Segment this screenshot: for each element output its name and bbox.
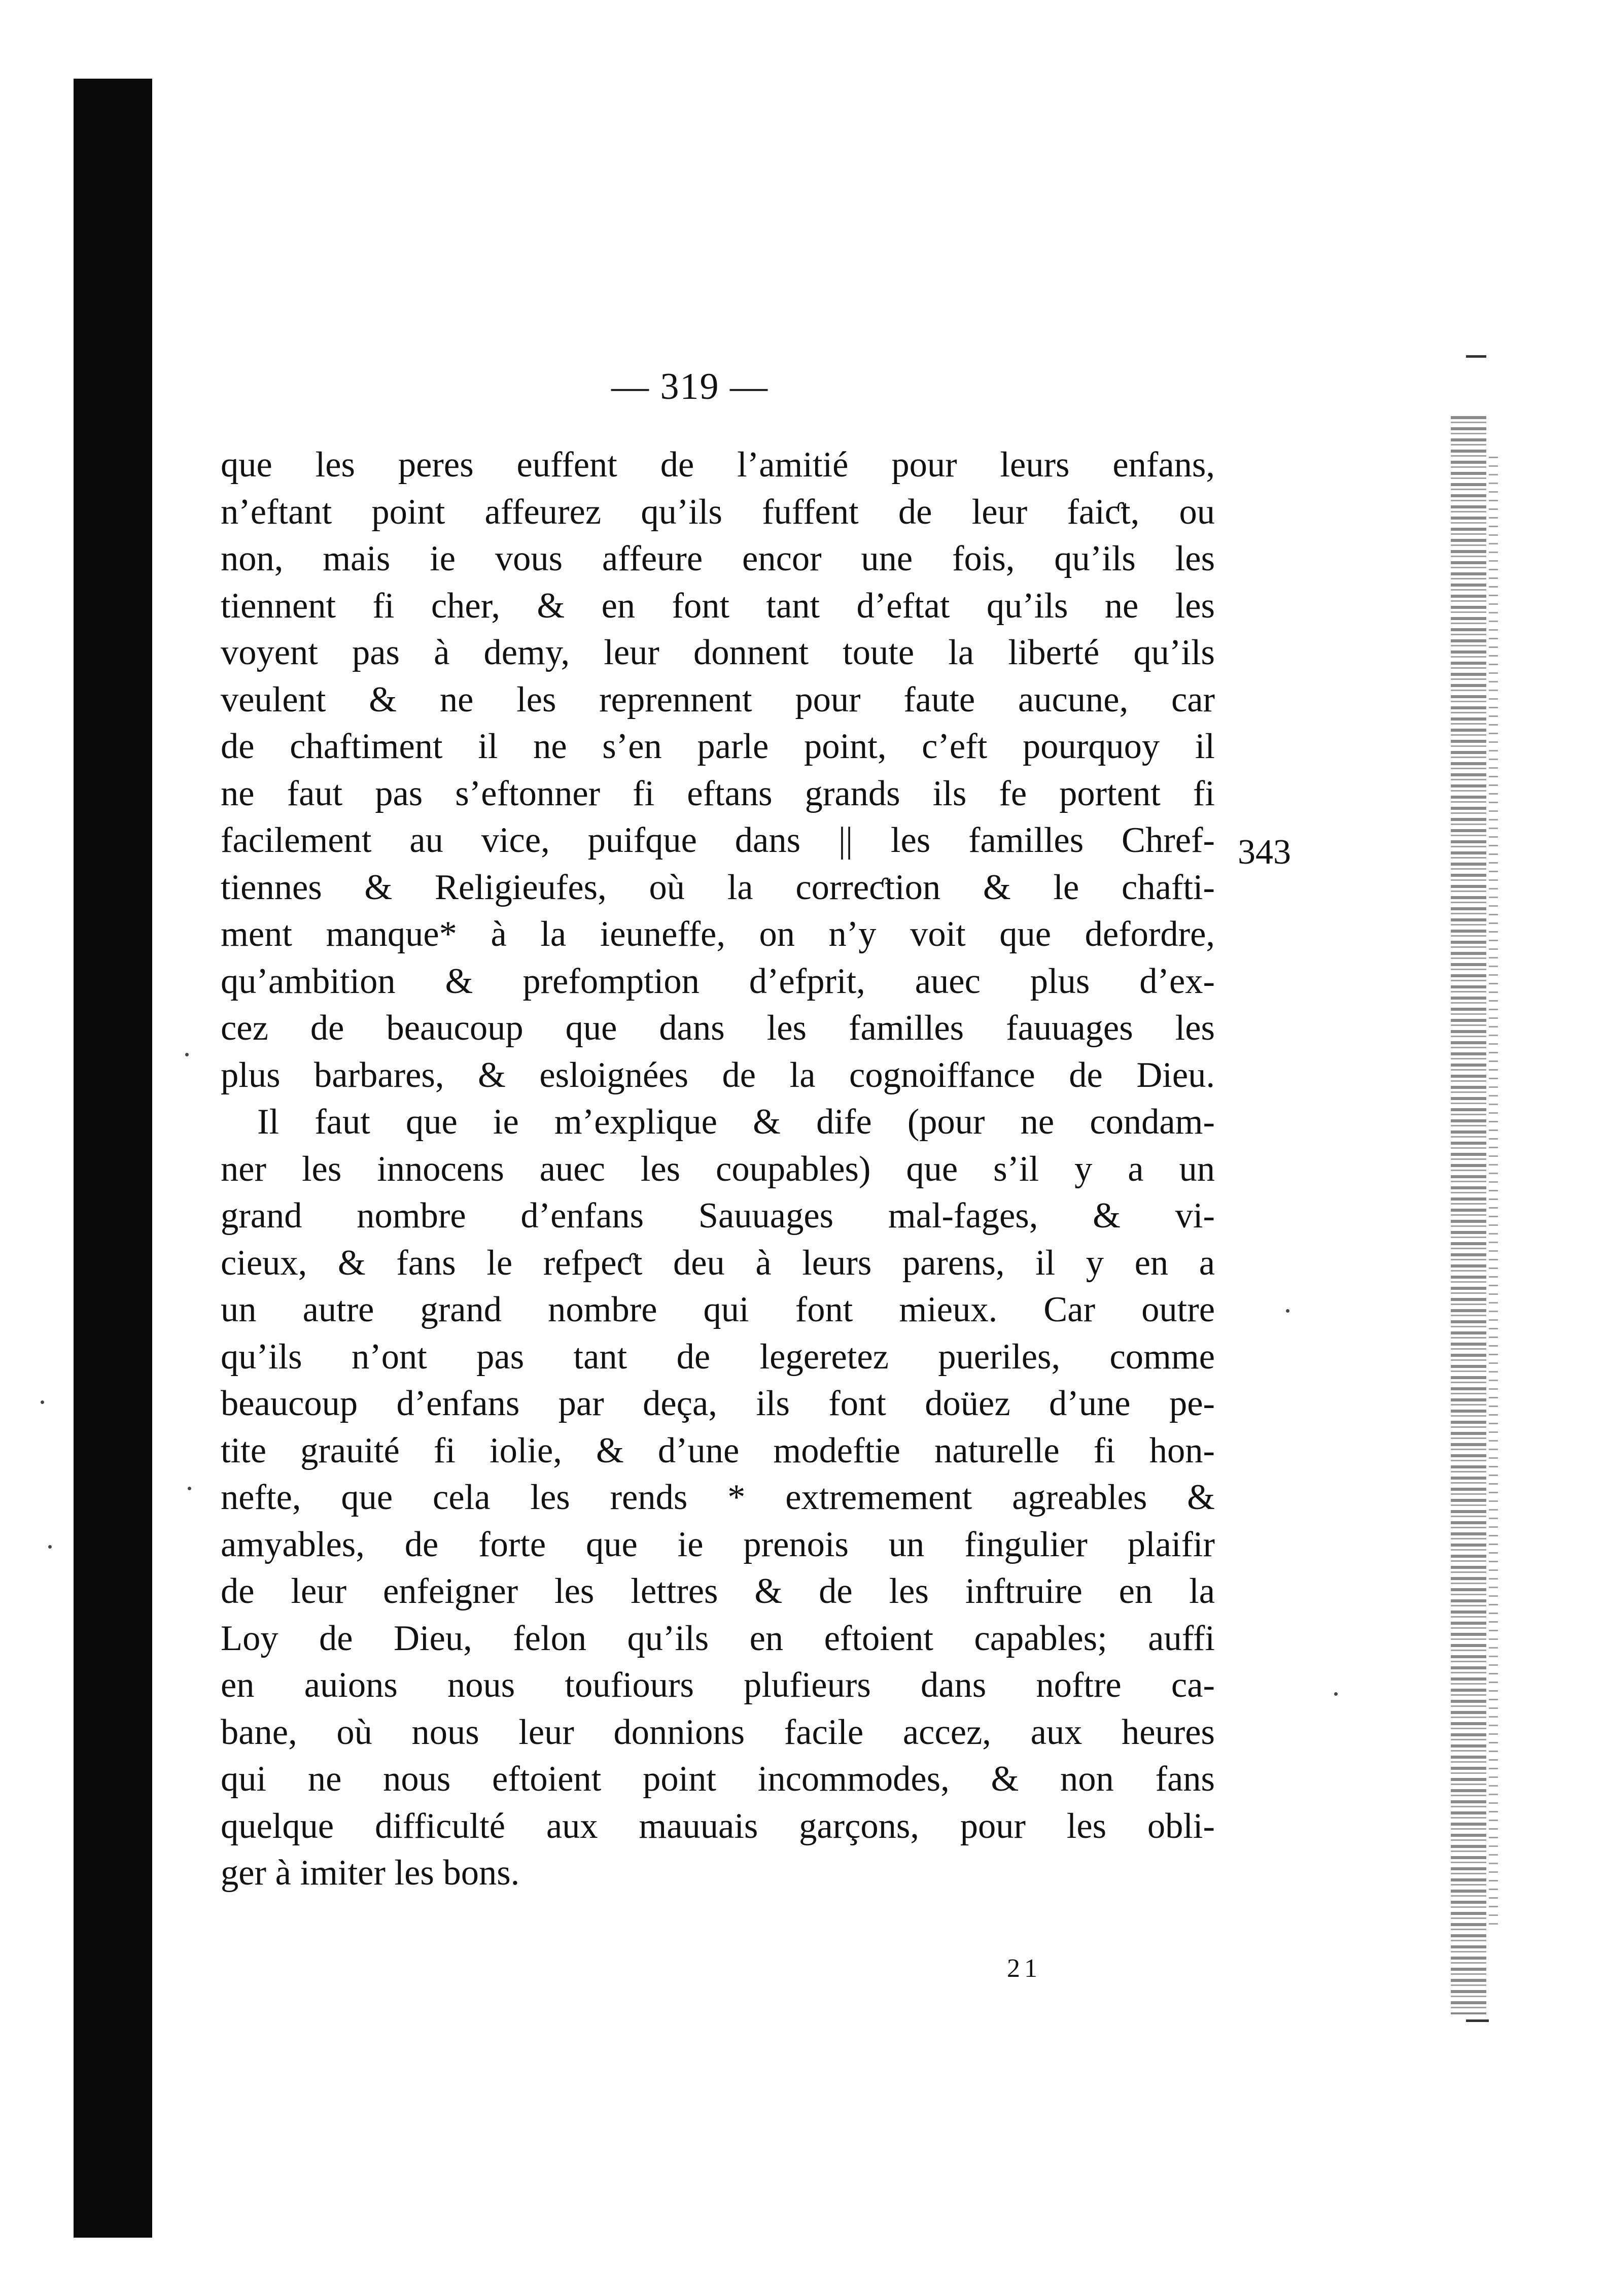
text-line: tite grauité fi iolie, & d’une modeftie naturelle fi hon- (221, 1430, 1215, 1470)
edge-mark (1466, 355, 1486, 358)
text-line: un autre grand nombre qui font mieux. Car outre (221, 1290, 1215, 1329)
text-line: beaucoup d’enfans par deça, ils font doüez d’une pe- (221, 1384, 1215, 1423)
scan-speck (185, 1053, 189, 1056)
text-line: cieux, & fans le refpeƈt deu à leurs parens, il y en a (221, 1243, 1215, 1283)
scan-page-edge-thin (1489, 457, 1498, 1928)
text-line: Loy de Dieu, felon qu’ils en eftoient capables; auffi (221, 1618, 1215, 1658)
text-line: qui ne nous eftoient point incommodes, & non fans (221, 1759, 1215, 1799)
text-line: veulent & ne les reprennent pour faute aucune, car (221, 679, 1215, 719)
scan-page-edge (1451, 416, 1486, 2014)
paragraph-1 (221, 441, 1215, 1099)
scan-speck (41, 1400, 44, 1404)
scan-binding-shadow (74, 79, 152, 2238)
text-line: grand nombre d’enfans Sauuages mal-fages, & vi- (221, 1196, 1215, 1236)
text-line: qu’ils n’ont pas tant de legeretez pueriles, comme (221, 1337, 1215, 1377)
scan-speck (48, 1545, 52, 1549)
edge-mark (1466, 2019, 1489, 2022)
text-line: facilement au vice, puifque dans || les familles Chref- (221, 820, 1215, 860)
text-line: tiennes & Religieufes, où la correƈtion & le chafti- (221, 867, 1215, 907)
text-line: nefte, que cela les rends * extremement agreables & (221, 1478, 1215, 1517)
signature-mark: 21 (1007, 1954, 1041, 1983)
text-line: ger à imiter les bons. (221, 1853, 520, 1893)
text-line: amyables, de forte que ie prenois un fingulier plaifir (221, 1524, 1215, 1564)
text-line: cez de beaucoup que dans les familles fauuages les (221, 1008, 1215, 1048)
scan-speck (1286, 1309, 1289, 1313)
text-line: plus barbares, & esloignées de la cognoiffance de Dieu. (221, 1055, 1215, 1095)
paragraph-2 (221, 1099, 1215, 1897)
text-line: tiennent fi cher, & en font tant d’eftat qu’ils ne les (221, 586, 1215, 626)
page-number-header: — 319 — (611, 366, 769, 407)
scan-speck (1334, 1692, 1338, 1696)
scan-speck (188, 1487, 191, 1490)
text-line: voyent pas à demy, leur donnent toute la liberté qu’ils (221, 633, 1215, 672)
text-line: ne faut pas s’eftonner fi eftans grands ils fe portent fi (221, 773, 1215, 813)
text-line: Il faut que ie m’explique & dife (pour ne condam- (257, 1102, 1215, 1142)
text-line: quelque difficulté aux mauuais garçons, pour les obli- (221, 1806, 1215, 1846)
text-line: en auions nous toufiours plufieurs dans noftre ca- (221, 1665, 1215, 1705)
body-text (221, 441, 1215, 1897)
text-line: que les peres euffent de l’amitié pour leurs enfans, (221, 445, 1215, 485)
text-line: bane, où nous leur donnions facile accez, aux heures (221, 1712, 1215, 1752)
text-line: non, mais ie vous affeure encor une fois, qu’ils les (221, 539, 1215, 578)
text-line: de chaftiment il ne s’en parle point, c’eft pourquoy il (221, 727, 1215, 766)
text-line: ment manque* à la ieuneffe, on n’y voit que defordre, (221, 914, 1215, 954)
text-line: qu’ambition & prefomption d’efprit, auec plus d’ex- (221, 961, 1215, 1001)
text-line: n’eftant point affeurez qu’ils fuffent de leur faiƈt, ou (221, 492, 1215, 532)
text-line: ner les innocens auec les coupables) que s’il y a un (221, 1149, 1215, 1189)
text-line: de leur enfeigner les lettres & de les inftruire en la (221, 1571, 1215, 1611)
margin-page-reference: 343 (1238, 833, 1291, 872)
